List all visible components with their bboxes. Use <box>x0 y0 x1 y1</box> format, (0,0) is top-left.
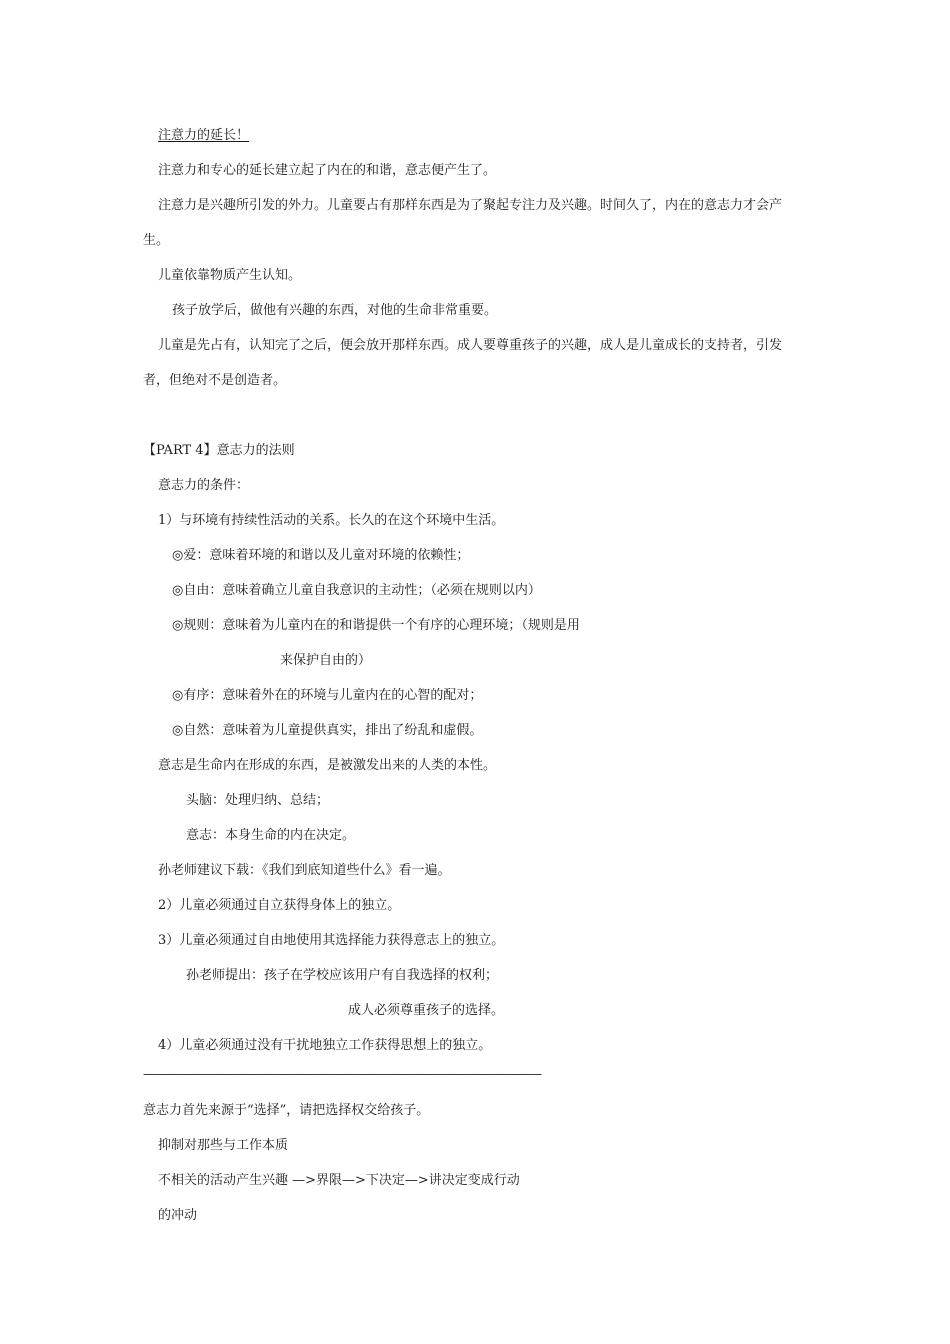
paragraph: 不相关的活动产生兴趣 —>界限—>下决定—>讲决定变成行动 <box>158 1173 520 1188</box>
paragraph-continuation: 者，但绝对不是创造者。 <box>143 373 287 388</box>
bullet-item-rules-continuation: 来保护自由的） <box>280 653 372 668</box>
divider-line: —————————————————————————————————— <box>143 1067 541 1082</box>
section-heading-attention: 注意力的延长！ <box>158 128 250 143</box>
section-heading-part4: 【PART 4】意志力的法则 <box>143 443 295 458</box>
paragraph-recommendation: 孙老师建议下载：《我们到底知道些什么》看一遍。 <box>158 863 451 878</box>
sub-item-will: 意志：本身生命的内在决定。 <box>186 828 356 843</box>
list-item: 1）与环境有持续性活动的关系。长久的在这个环境中生活。 <box>158 513 505 528</box>
paragraph: 的冲动 <box>158 1208 198 1223</box>
bullet-item-rules: ◎规则：意味着为儿童内在的和谐提供一个有序的心理环境；（规则是用 <box>172 618 580 633</box>
paragraph: 儿童是先占有，认知完了之后，便会放开那样东西。成人要尊重孩子的兴趣，成人是儿童成长的支持者，引发 <box>158 338 783 353</box>
list-item: 2）儿童必须通过自立获得身体上的独立。 <box>158 898 401 913</box>
conditions-title: 意志力的条件： <box>158 478 250 493</box>
list-item: 3）儿童必须通过自由地使用其选择能力获得意志上的独立。 <box>158 933 505 948</box>
bullet-item-love: ◎爱：意味着环境的和谐以及儿童对环境的依赖性； <box>172 548 470 563</box>
sub-item-sun: 孙老师提出：孩子在学校应该用户有自我选择的权利； <box>186 968 499 983</box>
paragraph: 抑制对那些与工作本质 <box>158 1138 289 1153</box>
sub-item-brain: 头脑：处理归纳、总结； <box>186 793 330 808</box>
paragraph: 意志是生命内在形成的东西，是被激发出来的人类的本性。 <box>158 758 497 773</box>
sub-item-sun-continuation: 成人必须尊重孩子的选择。 <box>348 1003 505 1018</box>
bullet-item-order: ◎有序：意味着外在的环境与儿童内在的心智的配对； <box>172 688 483 703</box>
bullet-item-nature: ◎自然：意味着为儿童提供真实，排出了纷乱和虚假。 <box>172 723 483 738</box>
paragraph: 孩子放学后，做他有兴趣的东西，对他的生命非常重要。 <box>172 303 498 318</box>
paragraph: 意志力首先来源于“选择”，请把选择权交给孩子。 <box>143 1103 430 1118</box>
paragraph-continuation: 生。 <box>143 233 170 248</box>
paragraph: 儿童依靠物质产生认知。 <box>158 268 302 283</box>
bullet-item-freedom: ◎自由：意味着确立儿童自我意识的主动性；（必须在规则以内） <box>172 583 541 598</box>
paragraph: 注意力是兴趣所引发的外力。儿童要占有那样东西是为了聚起专注力及兴趣。时间久了，内在的意志力才会产 <box>158 198 783 213</box>
paragraph: 注意力和专心的延长建立起了内在的和谐，意志便产生了。 <box>158 163 497 178</box>
list-item: 4）儿童必须通过没有干扰地独立工作获得思想上的独立。 <box>158 1038 492 1053</box>
